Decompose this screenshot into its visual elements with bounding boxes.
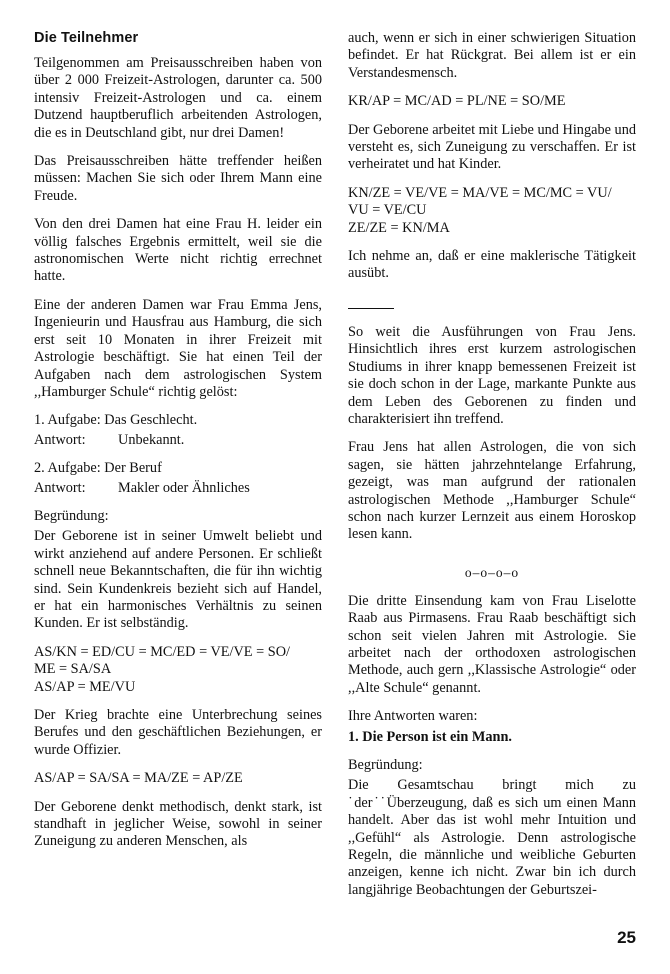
right-column [348,30,636,926]
paragraph: Die Gesamtschau bringt mich zu ˙der˙˙Überzeugung, daß es sich um einen Mann handelt. Aber das ist wohl mehr Intuition und ,,Gefühl“ als Astrologie. Denn astrologische Regeln, die männliche und weibliche Geburten anzeigen, kenne ich nicht. Zwar bin ich durch langjährige Beobachtungen der Geburtszei- [348,777,636,898]
reason-label: Begründung: [348,757,423,773]
paragraph: Der Geborene arbeitet mit Liebe und Hingabe und versteht es, sich Zuneigung zu verschaffen. Er ist verheiratet und hat Kinder. [348,121,636,173]
answer-label: Antwort: [34,431,86,448]
answer-label: Antwort: [34,479,86,496]
two-column-layout [34,30,636,926]
answer-text: Unbekannt. [118,431,185,448]
page-title: Die Teilnehmer [34,30,139,46]
task-two-block [34,460,322,497]
paragraph: Von den drei Damen hat eine Frau H. leider ein völlig falsches Ergebnis ermittelt, weil sie die astronomischen Werte nicht richtig errechnet hatte. [34,216,322,285]
formula-line: KR/AP = MC/AD = PL/NE = SO/ME [348,93,566,110]
formula-line: VU = VE/CU [348,202,427,219]
paragraph: Ich nehme an, daß er eine maklerische Tätigkeit ausübt. [348,248,636,282]
paragraph: Eine der anderen Damen war Frau Emma Jens, Ingenieurin und Hausfrau aus Hamburg, die sich erst seit 10 Monaten in ihrer Freizeit mit Astrologie beschäftigt. Sie hat einen Teil der Aufgaben nach dem astrologischen System ,,Hamburger Schule“ richtig gelöst: [34,296,322,400]
formula-line: AS/AP = SA/SA = MA/ZE = AP/ZE [34,770,243,787]
paragraph: Der Geborene denkt methodisch, denkt stark, ist standhaft in jeglicher Weise, sowohl in seiner Zuneigung zu anderen Menschen, als [34,798,322,850]
task-two-title: 2. Aufgabe: Der Beruf [34,460,162,477]
paragraph: Das Preisausschreiben hätte treffender heißen müssen: Machen Sie sich oder Ihrem Mann eine Freude. [34,153,322,204]
task-two-answer [34,480,322,497]
formula-line: KN/ZE = VE/VE = MA/VE = MC/MC = VU/ [348,184,612,201]
paragraph: Der Geborene ist in seiner Umwelt beliebt und wirkt anziehend auf andere Personen. Er schließt schnell neue Bekanntschaften, die für ihn wichtig sind. Sein Kundenkreis bezieht sich auf Handel, er hat ein harmonisches Verhältnis zu seinen Kunden. Er ist selbständig. [34,528,322,632]
task-one-answer [34,432,322,449]
reason-label: Begründung: [34,507,109,524]
formula-line: AS/KN = ED/CU = MC/ED = VE/VE = SO/ [34,643,290,660]
paragraph: Frau Jens hat allen Astrologen, die von sich sagen, sie hätten jahrzehntelange Erfahrung, gezeigt, was man aufgrund der rationalen astrologischen Methode ,,Hamburger Schule“ schon nach kurzer Lernzeit aus einem Horoskop lesen kann. [348,439,636,543]
answer-statement: 1. Die Person ist ein Mann. [348,728,513,745]
task-one-title: 1. Aufgabe: Das Geschlecht. [34,412,198,429]
paragraph: Teilgenommen am Preisausschreiben haben von über 2 000 Freizeit-Astrologen, darunter ca. 500 intensiv Freizeit-Astrologen und ca. einem Dutzend hauptberuflich arbeitenden Astrologen, die es in Deutschland gibt, nur drei Damen! [34,55,322,141]
left-column [34,30,322,926]
formula-line: AS/AP = ME/VU [34,678,136,695]
paragraph: Ihre Antworten waren: [348,708,478,725]
task-one-block [34,412,322,449]
paragraph: Die dritte Einsendung kam von Frau Liselotte Raab aus Pirmasens. Frau Raab beschäftigt sich schon seit vielen Jahren mit Astrologie. Sie arbeitet nach der orthodoxen astrologischen Methode, auch gern ,,Klassische Astrologie“ oder ,,Alte Schule“ genannt. [348,592,636,696]
formula-line: ME = SA/SA [34,661,112,678]
section-divider [348,303,636,313]
answer-text: Makler oder Ähnliches [118,479,250,496]
paragraph: Der Krieg brachte eine Unterbrechung seines Berufes und den geschäftlichen Beziehungen, er wurde Offizier. [34,707,322,758]
formula-line: ZE/ZE = KN/MA [348,219,450,236]
paragraph: So weit die Ausführungen von Frau Jens. Hinsichtlich ihres erst kurzem astrologischen Studiums in ihrer knapp bemessenen Freizeit ist sie doch schon in der Lage, markante Punkte aus dem Leben des Geborenen zu finden und charakterisiert ihn treffend. [348,323,636,427]
page-number: 25 [617,928,636,947]
ornament-divider: o–o–o–o [464,564,520,580]
paragraph: auch, wenn er sich in einer schwierigen Situation befindet. Er hat Rückgrat. Bei allem ist er ein Verstandesmensch. [348,30,636,81]
divider-rule [348,308,394,309]
